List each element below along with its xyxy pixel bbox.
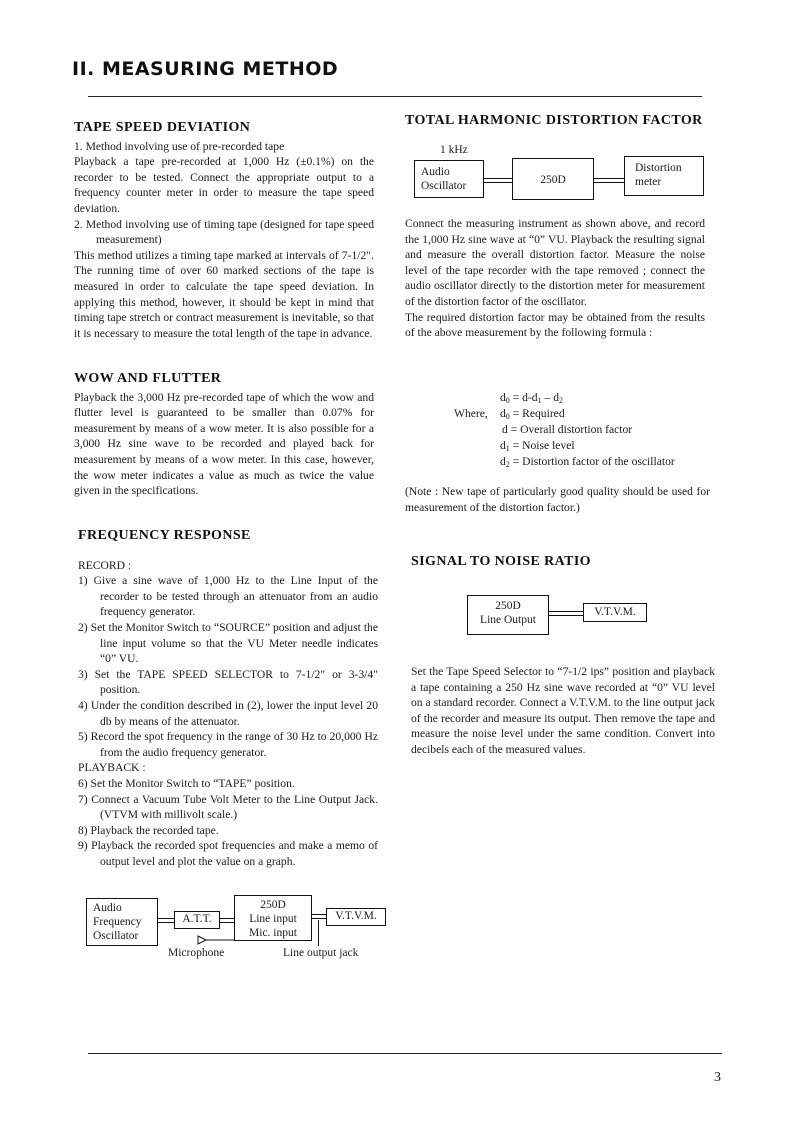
osc-line-3: Oscillator <box>93 930 139 942</box>
snr-vtvm-box: V.T.V.M. <box>583 603 647 622</box>
tape-speed-section <box>74 120 374 341</box>
microphone-icon <box>196 932 236 948</box>
formula-sub-2: 2 <box>558 396 563 405</box>
playback-step-7: 7) Connect a Vacuum Tube Volt Meter to the Line Output Jack. (VTVM with millivolt scale.) <box>78 792 378 822</box>
snr-device-box <box>467 595 549 635</box>
bottom-rule <box>88 1053 722 1054</box>
snr-connector <box>549 611 583 616</box>
snr-device-line-2: Line Output <box>480 614 536 626</box>
thd-paragraph-1: Connect the measuring instrument as shown above, and record the 1,000 Hz sine wave at “0” VU. Playback the resulting signal and measure the overall distortion factor. Measure the noise level of the tape recorder with the tape removed ; connect the audio oscillator directly to the distortion meter for measurement of the distortion factor of the oscillator. <box>405 217 705 308</box>
wow-paragraph: Playback the 3,000 Hz pre-recorded tape of which the wow and flutter level is guaranteed to be smaller than 0.07% for measurement by means of a wow meter. It is also possible for a 3,000 Hz sine wave to be recorded and played back for measurement by means of a wow meter. In this case, however, the wow meter indicates a value as much as twice the value given in the specifications. <box>74 390 374 498</box>
device-250d-box <box>234 895 312 941</box>
playback-step-9: 9) Playback the recorded spot frequencies and make a memo of output level and plot the value on a graph. <box>78 839 378 868</box>
def4-d: d <box>500 455 506 468</box>
def1-sub: 0 <box>505 412 510 421</box>
def3-d: d <box>500 439 506 452</box>
tape-speed-title: TAPE SPEED DEVIATION <box>74 120 251 135</box>
formula-d: d <box>500 391 506 404</box>
page-number: 3 <box>714 1070 721 1085</box>
def4-sub: 2 <box>505 460 510 469</box>
formula-sub-1: 1 <box>537 396 542 405</box>
thd-note <box>405 484 710 515</box>
tape-speed-item-1: 1. Method involving use of pre-recorded tape <box>74 139 285 153</box>
playback-step-8: 8) Playback the recorded tape. <box>78 823 219 837</box>
frequency-response-section <box>78 528 378 869</box>
record-step-3: 3) Set the TAPE SPEED SELECTOR to 7-1/2″ or 3-3/4″ position. <box>78 667 378 697</box>
osc-line-2: Frequency <box>93 916 142 928</box>
formula-rest: = d-d <box>509 391 538 404</box>
audio-frequency-oscillator-box <box>86 898 158 946</box>
record-label: RECORD : <box>78 558 132 572</box>
formula-sub-0: 0 <box>505 396 510 405</box>
snr-paragraph: Set the Tape Speed Selector to “7-1/2 ips” position and playback a tape containing a 250 Hz sine wave recorded at “0” VU level on a standard recorder. Connect a V.T.V.M. to the line output jack of the recorder and measure its output. Then remove the tape and measure the noise level under the same condition. Convert into decibels each of the measured values. <box>411 665 715 756</box>
thd-connector-2 <box>594 178 624 183</box>
thd-meter-line-2: meter <box>635 176 662 188</box>
def1-text: = Required <box>509 407 565 420</box>
def3-text: = Noise level <box>509 439 575 452</box>
page-heading: II. MEASURING METHOD <box>72 58 339 80</box>
formula-def-2: d = Overall distortion factor <box>502 423 633 436</box>
thd-paragraph-2: The required distortion factor may be obtained from the results of the above measurement by the following formula : <box>405 310 705 340</box>
record-step-4: 4) Under the condition described in (2), lower the input level 20 db by means of the attenuator. <box>78 698 378 728</box>
formula-where: Where, <box>454 407 488 420</box>
vtvm-box: V.T.V.M. <box>326 908 386 926</box>
frequency-response-title: FREQUENCY RESPONSE <box>78 528 251 543</box>
formula-def-4 <box>500 454 675 473</box>
formula-minus: – d <box>541 391 559 404</box>
line-output-jack-label: Line output jack <box>283 947 359 959</box>
tape-speed-paragraph-1: Playback a tape pre-recorded at 1,000 Hz (±0.1%) on the recorder to be tested. Connect the appropriate output to a frequency counter meter in order to measure the tape speed deviation. <box>74 155 374 215</box>
snr-title: SIGNAL TO NOISE RATIO <box>411 554 591 569</box>
connector-osc-att <box>158 918 174 923</box>
wow-section <box>74 371 374 499</box>
def4-text: = Distortion factor of the oscillator <box>509 455 675 468</box>
thd-device-250d-box: 250D <box>512 158 594 200</box>
snr-device-line-1: 250D <box>495 600 521 612</box>
def1-d: d <box>500 407 506 420</box>
device-title: 250D <box>260 899 286 911</box>
thd-osc-line-2: Oscillator <box>421 180 467 192</box>
device-mic-input: Mic. input <box>249 927 297 939</box>
freq-label: 1 kHz <box>440 144 468 156</box>
osc-line-1: Audio <box>93 902 122 914</box>
def3-sub: 1 <box>505 444 510 453</box>
playback-step-6: 6) Set the Monitor Switch to “TAPE” position. <box>78 776 295 790</box>
distortion-meter-box <box>624 156 704 196</box>
thd-title: TOTAL HARMONIC DISTORTION FACTOR <box>405 113 703 128</box>
thd-text <box>405 216 705 341</box>
line-output-jack-line <box>318 920 319 946</box>
record-step-1: 1) Give a sine wave of 1,000 Hz to the Line Input of the recorder to be tested through an attenuator from an audio frequency generator. <box>78 574 378 619</box>
snr-text <box>411 664 715 758</box>
attenuator-box: A.T.T. <box>174 911 220 929</box>
thd-meter-line-1: Distortion <box>635 162 682 174</box>
wow-title: WOW AND FLUTTER <box>74 371 222 386</box>
thd-osc-line-1: Audio <box>421 166 450 178</box>
top-rule <box>88 96 702 97</box>
tape-speed-item-2: 2. Method involving use of timing tape (designed for tape speed measurement) <box>74 217 374 247</box>
tape-speed-paragraph-2: This method utilizes a timing tape marked at intervals of 7-1/2″. The running time of over 60 marked sections of the tape is measured in order to calculate the tape speed deviation. In applying this method, however, it should be kept in mind that timing tape stretch or contract measurement is inevitable, so that it is necessary to measure the total length of the tape in advance. <box>74 248 374 340</box>
device-line-input: Line input <box>249 913 297 925</box>
playback-label: PLAYBACK : <box>78 761 146 775</box>
connector-att-device <box>220 918 234 923</box>
record-step-2: 2) Set the Monitor Switch to “SOURCE” position and adjust the line input volume so that the VU Meter needle indicates “0” VU. <box>78 620 378 666</box>
record-step-5: 5) Record the spot frequency in the range of 30 Hz to 20,000 Hz from the audio frequency generator. <box>78 730 378 759</box>
microphone-label: Microphone <box>168 947 225 959</box>
thd-note-text: (Note : New tape of particularly good quality should be used for measurement of the distortion factor.) <box>405 485 710 514</box>
connector-device-vtvm <box>312 914 326 919</box>
audio-oscillator-box <box>414 160 484 198</box>
thd-connector-1 <box>484 178 512 183</box>
